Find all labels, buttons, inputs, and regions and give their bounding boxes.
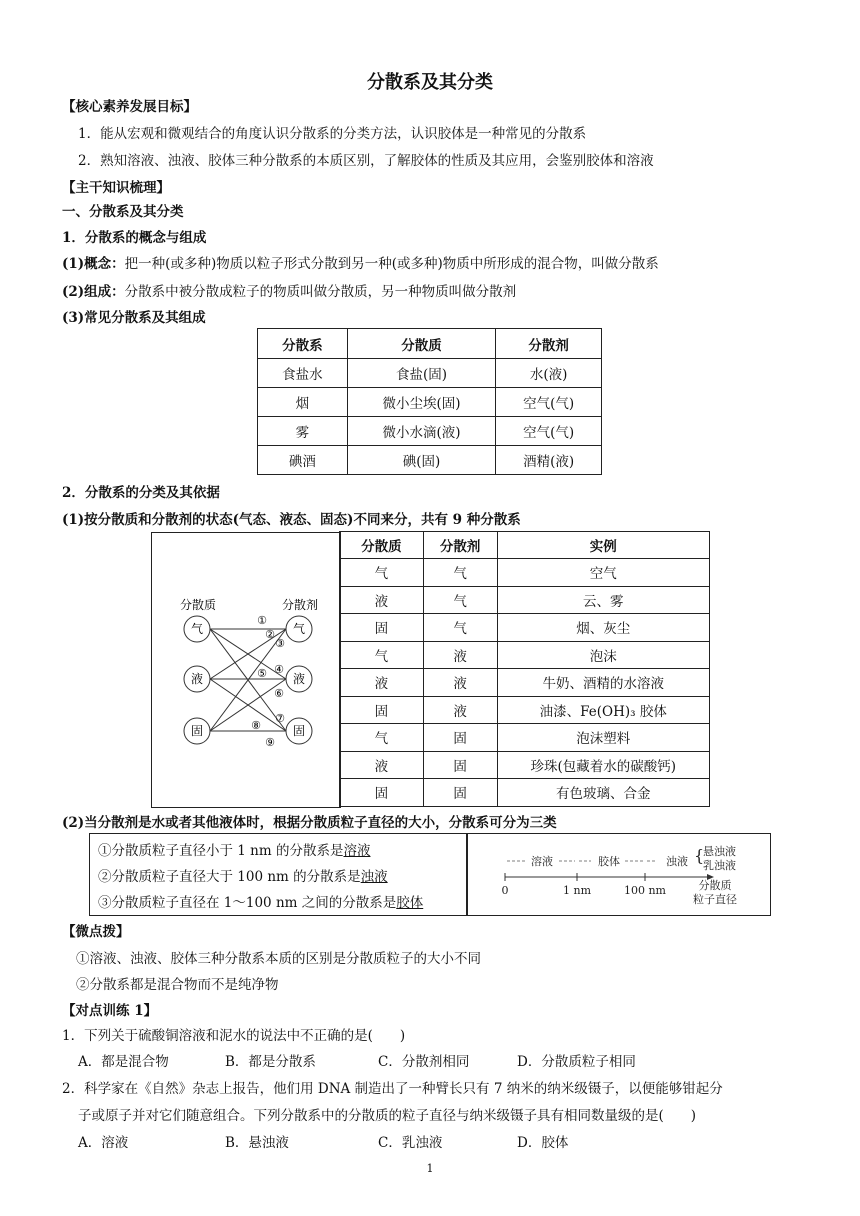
table-cell: 泡沫塑料 [497, 724, 709, 752]
diagram-left-title: 分散质 [179, 598, 217, 612]
table-cell: 有色玻璃、合金 [497, 779, 709, 807]
class-item-text: ①分散质粒子直径小于 1 nm 的分散系是 [98, 843, 344, 859]
table-cell: 云、雾 [497, 586, 709, 614]
table-cell: 空气(气) [496, 417, 602, 446]
compose-line [62, 280, 516, 300]
page-title: 分散系及其分类 [367, 72, 493, 93]
table-cell: 固 [423, 751, 497, 779]
combination-number: ④ [274, 663, 284, 676]
table-row [340, 641, 710, 669]
concept-line [62, 252, 659, 272]
table-row [340, 586, 710, 614]
table-cell: 液 [340, 586, 424, 614]
goal-item: 2．熟知溶液、浊液、胶体三种分散系的本质区别，了解胶体的性质及其应用，会鉴别胶体和溶液 [78, 153, 654, 169]
state-label: 气 [190, 622, 204, 636]
combination-number: ① [257, 614, 267, 627]
table-cell: 酒精(液) [496, 446, 602, 475]
class-item-term: 浊液 [360, 869, 388, 885]
table-row [258, 359, 602, 388]
classification-2: (2)当分散剂是水或者其他液体时，根据分散质粒子直径的大小，分散系可分为三类 [62, 815, 557, 831]
table-cell: 牛奶、酒精的水溶液 [497, 669, 709, 697]
class-item-text: ②分散质粒子直径大于 100 nm 的分散系是 [98, 869, 361, 885]
table-header: 分散系 [258, 329, 348, 359]
class-item-text: ③分散质粒子直径在 1～100 nm 之间的分散系是 [98, 895, 397, 911]
combination-number: ⑨ [265, 736, 275, 749]
table-cell: 气 [340, 724, 424, 752]
state-label: 固 [190, 724, 204, 738]
classification-1: (1)按分散质和分散剂的状态(气态、液态、固态)不同来分，共有 9 种分散系 [62, 512, 521, 528]
question-2-line1: 2．科学家在《自然》杂志上报告，他们用 DNA 制造出了一种臂长只有 7 纳米的纳米级镊子，以便能够钳起分 [62, 1081, 723, 1097]
axis-sub-emulsion: 乳浊液 [703, 859, 736, 872]
axis-tick-100nm: 100 nm [623, 884, 667, 897]
table-cell: 微小尘埃(固) [347, 388, 496, 417]
q2-option-d: D．胶体 [517, 1135, 569, 1151]
table-header: 分散剂 [423, 532, 497, 559]
q1-option-b: B．都是分散系 [225, 1054, 316, 1070]
axis-label-line2: 粒子直径 [693, 893, 737, 906]
table-cell: 泡沫 [497, 641, 709, 669]
state-combination-diagram [151, 532, 341, 808]
combination-number: ⑦ [275, 712, 285, 725]
table-row [340, 559, 710, 587]
q1-option-a: A．都是混合物 [78, 1054, 169, 1070]
combination-number: ③ [275, 637, 285, 650]
question-2-line2: 子或原子并对它们随意组合。下列分散系中的分散质的粒子直径与纳米级镊子具有相同数量级的是( ) [78, 1108, 697, 1124]
table-cell: 气 [423, 614, 497, 642]
table-cell: 油漆、Fe(OH)₃ 胶体 [497, 696, 709, 724]
q2-option-b: B．悬浊液 [225, 1135, 289, 1151]
axis-label-line1: 分散质 [698, 879, 732, 892]
tip-item: ②分散系都是混合物而不是纯净物 [76, 977, 279, 993]
particle-size-axis [467, 834, 770, 915]
table-row [340, 751, 710, 779]
table-cell: 碘(固) [347, 446, 496, 475]
table-cell: 液 [340, 751, 424, 779]
axis-tick-0: 0 [501, 884, 509, 897]
heading-1: 一、分散系及其分类 [62, 204, 184, 220]
table-cell: 食盐(固) [347, 359, 496, 388]
table-header: 分散质 [347, 329, 496, 359]
table-cell: 液 [340, 669, 424, 697]
table-cell: 珍珠(包藏着水的碳酸钙) [497, 751, 709, 779]
combination-number: ⑤ [257, 667, 267, 680]
heading-1-1: 1．分散系的概念与组成 [62, 230, 207, 246]
diagram-svg [152, 533, 340, 807]
heading-1-2: 2．分散系的分类及其依据 [62, 485, 220, 501]
section-tip-heading: 【微点拨】 [62, 924, 130, 940]
table-row [340, 696, 710, 724]
common-dispersions-table [257, 328, 602, 475]
axis-sub-suspension: 悬浊液 [703, 845, 736, 858]
concept-label: (1)概念： [62, 256, 125, 272]
table-row [340, 614, 710, 642]
axis-segment-suspension: 浊液 [666, 855, 688, 868]
q2-option-a: A．溶液 [78, 1135, 129, 1151]
nine-dispersions-table [339, 531, 710, 807]
q1-option-d: D．分散质粒子相同 [517, 1054, 636, 1070]
combination-number: ② [265, 628, 275, 641]
brace-icon: { [694, 846, 705, 865]
class-item [98, 839, 370, 859]
table-cell: 烟、灰尘 [497, 614, 709, 642]
class-item-term: 溶液 [343, 843, 371, 859]
section-training-heading: 【对点训练 1】 [62, 1003, 158, 1019]
table-row [340, 724, 710, 752]
question-1: 1．下列关于硫酸铜溶液和泥水的说法中不正确的是( ) [62, 1028, 406, 1044]
table-cell: 水(液) [496, 359, 602, 388]
compose-text: 分散系中被分散成粒子的物质叫做分散质，另一种物质叫做分散剂 [124, 284, 517, 300]
compose-label: (2)组成： [62, 284, 125, 300]
table-cell: 液 [423, 669, 497, 697]
three-classes-box [89, 833, 468, 916]
tip-item: ①溶液、浊液、胶体三种分散系本质的区别是分散质粒子的大小不同 [76, 951, 481, 967]
table-cell: 微小水滴(液) [347, 417, 496, 446]
table-row [340, 669, 710, 697]
table-row [340, 779, 710, 807]
table-cell: 液 [423, 696, 497, 724]
table-cell: 气 [423, 586, 497, 614]
combination-number: ⑥ [274, 687, 284, 700]
table-header: 分散剂 [496, 329, 602, 359]
table-row [258, 417, 602, 446]
table-cell: 固 [423, 779, 497, 807]
q1-option-c: C．分散剂相同 [378, 1054, 470, 1070]
state-label: 液 [190, 672, 204, 686]
table-cell: 气 [340, 641, 424, 669]
table-cell: 食盐水 [258, 359, 348, 388]
class-item-term: 胶体 [396, 895, 424, 911]
concept-text: 把一种(或多种)物质以粒子形式分散到另一种(或多种)物质中所形成的混合物，叫做分散系 [124, 256, 659, 272]
common-label: (3)常见分散系及其组成 [62, 310, 206, 326]
table-cell: 烟 [258, 388, 348, 417]
table-cell: 固 [340, 614, 424, 642]
state-label: 气 [292, 622, 306, 636]
table-cell: 固 [340, 696, 424, 724]
state-label: 液 [292, 672, 306, 686]
table-row [258, 388, 602, 417]
table-header: 实例 [497, 532, 709, 559]
goal-item: 1．能从宏观和微观结合的角度认识分散系的分类方法，认识胶体是一种常见的分散系 [78, 126, 587, 142]
table-row [258, 446, 602, 475]
axis-segment-solution: 溶液 [531, 855, 553, 868]
combination-number: ⑧ [251, 719, 261, 732]
class-item [98, 891, 423, 911]
table-cell: 气 [340, 559, 424, 587]
page-number: 1 [426, 1162, 434, 1175]
q2-option-c: C．乳浊液 [378, 1135, 443, 1151]
table-cell: 雾 [258, 417, 348, 446]
table-cell: 固 [423, 724, 497, 752]
diagram-right-title: 分散剂 [281, 598, 319, 612]
axis-segment-colloid: 胶体 [598, 855, 620, 868]
table-cell: 空气(气) [496, 388, 602, 417]
class-item [98, 865, 388, 885]
table-cell: 固 [340, 779, 424, 807]
section-goal-heading: 【核心素养发展目标】 [62, 99, 197, 115]
section-main-heading: 【主干知识梳理】 [62, 180, 170, 196]
table-cell: 气 [423, 559, 497, 587]
particle-size-axis-box [466, 833, 771, 916]
table-cell: 液 [423, 641, 497, 669]
state-label: 固 [292, 724, 306, 738]
table-cell: 碘酒 [258, 446, 348, 475]
table-header: 分散质 [340, 532, 424, 559]
table-cell: 空气 [497, 559, 709, 587]
axis-tick-1nm: 1 nm [562, 884, 592, 897]
